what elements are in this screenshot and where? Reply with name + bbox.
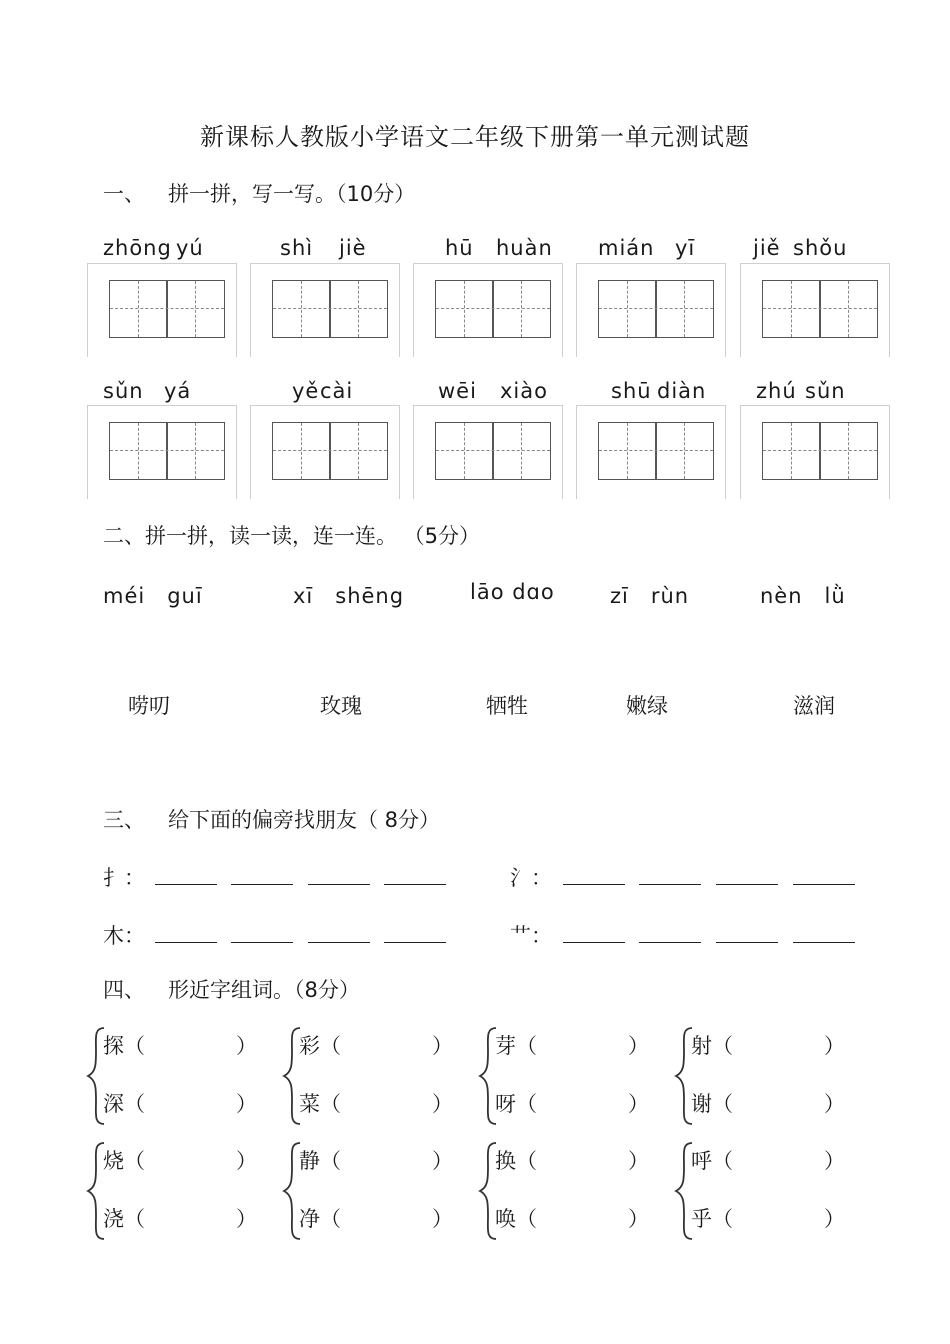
writing-box[interactable]: [250, 405, 400, 499]
pinyin-syllable: shǒu: [793, 236, 848, 260]
match-word-5: 滋润: [793, 694, 835, 718]
answer-blank[interactable]: [231, 884, 293, 885]
match-word-3: 牺牲: [486, 694, 528, 718]
pinyin-syllable: yě: [292, 379, 320, 403]
pinyin-syllable: huàn: [496, 236, 553, 260]
similar-char-top: 射（: [691, 1034, 733, 1058]
match-pinyin-1: méi guī: [103, 584, 203, 608]
match-pinyin-4: zī rùn: [610, 584, 690, 608]
close-paren: ）: [824, 1034, 845, 1058]
similar-char-bottom: 浇（: [103, 1207, 145, 1231]
pinyin-syllable: sǔn: [805, 379, 846, 403]
pinyin-syllable: zhōng: [103, 236, 172, 260]
radical-label-water: 氵：: [510, 866, 552, 890]
close-paren: ）: [628, 1207, 649, 1231]
answer-blank[interactable]: [793, 942, 855, 943]
pinyin-syllable: shū: [611, 379, 652, 403]
match-word-2: 玫瑰: [320, 694, 362, 718]
pinyin-syllable: yú: [176, 236, 204, 260]
match-pinyin-5: nèn lǜ: [760, 584, 846, 608]
close-paren: ）: [824, 1207, 845, 1231]
answer-blank[interactable]: [384, 884, 446, 885]
similar-char-bottom: 唤（: [495, 1207, 537, 1231]
close-paren: ）: [628, 1034, 649, 1058]
answer-blank[interactable]: [716, 884, 778, 885]
writing-box[interactable]: [576, 405, 726, 499]
similar-char-top: 静（: [299, 1149, 341, 1173]
answer-blank[interactable]: [639, 942, 701, 943]
match-pinyin-2: xī shēng: [293, 584, 405, 608]
pinyin-syllable: diàn: [657, 379, 707, 403]
close-paren: ）: [628, 1092, 649, 1116]
similar-char-bottom: 净（: [299, 1207, 341, 1231]
similar-char-top: 探（: [103, 1034, 145, 1058]
radical-label-hand: 扌：: [103, 866, 145, 890]
writing-box[interactable]: [740, 263, 890, 357]
section4-heading: 形近字组词。（8分）: [168, 978, 360, 1002]
close-paren: ）: [432, 1034, 453, 1058]
close-paren: ）: [236, 1034, 257, 1058]
close-paren: ）: [236, 1207, 257, 1231]
pinyin-syllable: mián: [598, 236, 655, 260]
pinyin-syllable: jiè: [339, 236, 367, 260]
writing-box[interactable]: [740, 405, 890, 499]
section1-number: 一、: [103, 182, 145, 206]
similar-char-bottom: 深（: [103, 1092, 145, 1116]
answer-blank[interactable]: [384, 942, 446, 943]
similar-char-top: 彩（: [299, 1034, 341, 1058]
close-paren: ）: [236, 1092, 257, 1116]
answer-blank[interactable]: [793, 884, 855, 885]
pinyin-syllable: hū: [445, 236, 474, 260]
section3-heading: 给下面的偏旁找朋友（ 8分）: [168, 808, 441, 832]
pinyin-syllable: jiě: [753, 236, 781, 260]
pinyin-syllable: shì: [280, 236, 314, 260]
answer-blank[interactable]: [563, 942, 625, 943]
answer-blank[interactable]: [155, 884, 217, 885]
close-paren: ）: [824, 1149, 845, 1173]
similar-char-bottom: 谢（: [691, 1092, 733, 1116]
match-word-1: 唠叨: [128, 694, 170, 718]
pinyin-syllable: zhú: [756, 379, 797, 403]
section4-number: 四、: [103, 978, 145, 1002]
similar-char-top: 芽（: [495, 1034, 537, 1058]
match-word-4: 嫩绿: [626, 694, 668, 718]
answer-blank[interactable]: [639, 884, 701, 885]
answer-blank[interactable]: [563, 884, 625, 885]
pinyin-syllable: xiào: [500, 379, 548, 403]
close-paren: ）: [824, 1092, 845, 1116]
pinyin-syllable: wēi: [438, 379, 477, 403]
answer-blank[interactable]: [308, 884, 370, 885]
writing-box[interactable]: [250, 263, 400, 357]
writing-box[interactable]: [87, 263, 237, 357]
similar-char-top: 烧（: [103, 1149, 145, 1173]
match-pinyin-3: lāo dɑo: [470, 580, 555, 604]
answer-blank[interactable]: [716, 942, 778, 943]
close-paren: ）: [432, 1092, 453, 1116]
similar-char-top: 呼（: [691, 1149, 733, 1173]
similar-char-bottom: 菜（: [299, 1092, 341, 1116]
answer-blank[interactable]: [231, 942, 293, 943]
radical-label-grass: 艹：: [510, 924, 552, 948]
writing-box[interactable]: [413, 405, 563, 499]
section2-heading: 二、拼一拼，读一读，连一连。 （5分）: [103, 524, 481, 548]
writing-box[interactable]: [87, 405, 237, 499]
close-paren: ）: [432, 1149, 453, 1173]
radical-label-wood: 木：: [103, 924, 145, 948]
similar-char-bottom: 乎（: [691, 1207, 733, 1231]
pinyin-syllable: sǔn: [103, 379, 144, 403]
section1-heading: 拼一拼，写一写。（10分）: [168, 182, 416, 206]
page-title: 新课标人教版小学语文二年级下册第一单元测试题: [200, 123, 750, 151]
pinyin-syllable: cài: [320, 379, 354, 403]
close-paren: ）: [236, 1149, 257, 1173]
answer-blank[interactable]: [308, 942, 370, 943]
answer-blank[interactable]: [155, 942, 217, 943]
writing-box[interactable]: [413, 263, 563, 357]
similar-char-top: 换（: [495, 1149, 537, 1173]
close-paren: ）: [628, 1149, 649, 1173]
similar-char-bottom: 呀（: [495, 1092, 537, 1116]
section3-number: 三、: [103, 808, 145, 832]
writing-box[interactable]: [576, 263, 726, 357]
pinyin-syllable: yī: [675, 236, 696, 260]
close-paren: ）: [432, 1207, 453, 1231]
pinyin-syllable: yá: [164, 379, 192, 403]
